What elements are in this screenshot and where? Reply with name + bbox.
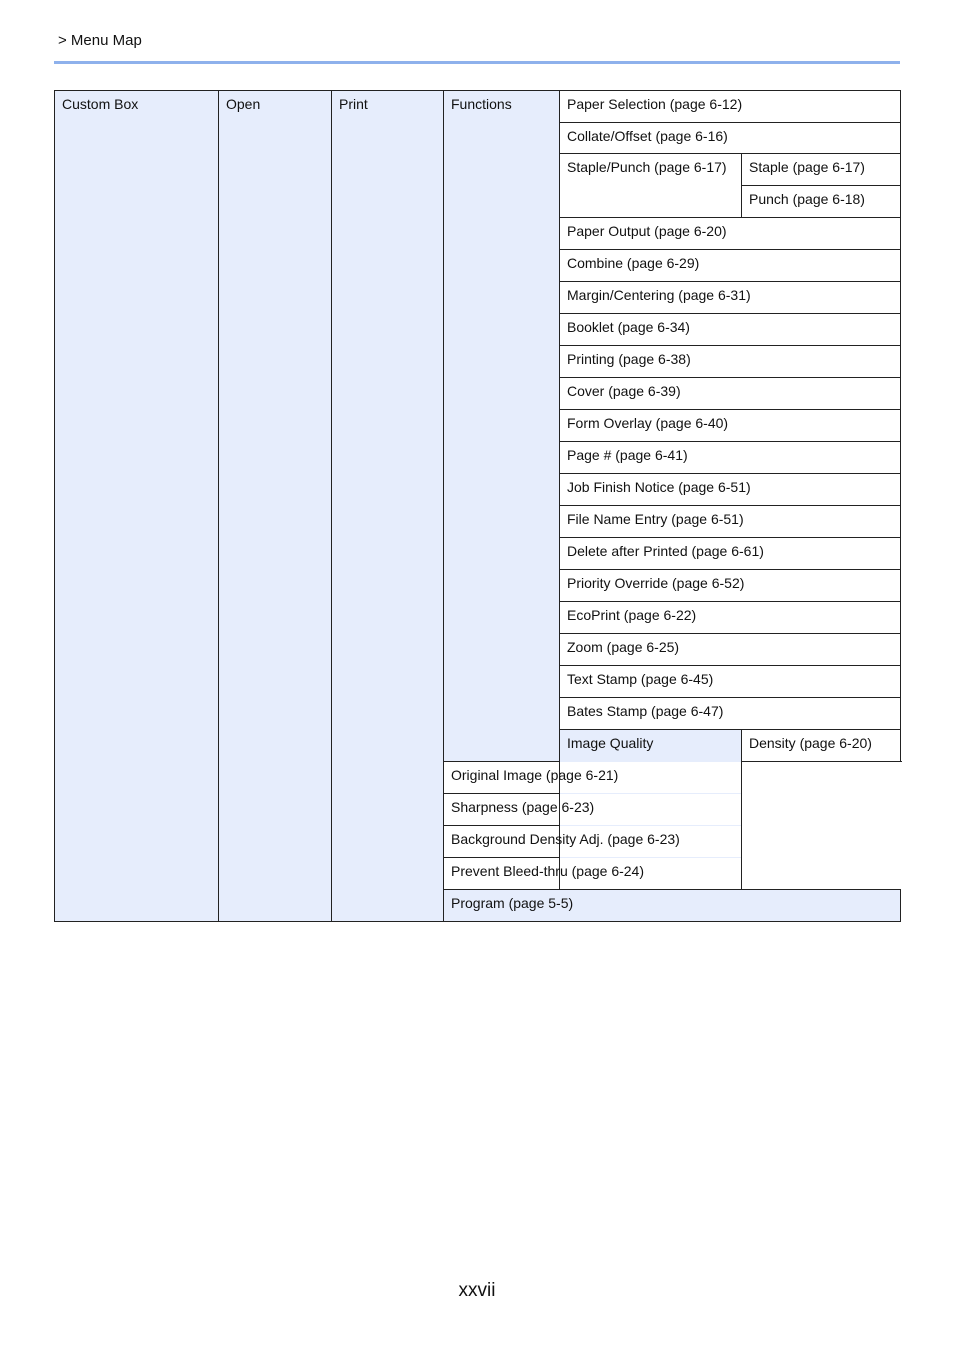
menu-item: Margin/Centering (page 6-31) — [560, 282, 901, 314]
menu-image-quality: Image Quality — [560, 730, 742, 890]
menu-item: Priority Override (page 6-52) — [560, 570, 901, 602]
menu-item: Bates Stamp (page 6-47) — [560, 698, 901, 730]
menu-item: Printing (page 6-38) — [560, 346, 901, 378]
menu-item-staple-punch: Staple/Punch (page 6-17) — [560, 154, 742, 218]
menu-item: Sharpness (page 6-23) — [444, 794, 742, 826]
menu-item: Collate/Offset (page 6-16) — [560, 123, 901, 154]
menu-item-punch: Punch (page 6-18) — [742, 186, 901, 218]
menu-item: Zoom (page 6-25) — [560, 634, 901, 666]
menu-program: Program (page 5-5) — [444, 890, 901, 922]
menu-item: Cover (page 6-39) — [560, 378, 901, 410]
menu-map-table — [54, 90, 901, 922]
menu-open: Open — [219, 91, 332, 922]
menu-item: Combine (page 6-29) — [560, 250, 901, 282]
menu-item: Paper Selection (page 6-12) — [560, 91, 901, 123]
menu-item: Text Stamp (page 6-45) — [560, 666, 901, 698]
menu-custom-box: Custom Box — [55, 91, 219, 922]
menu-item: Page # (page 6-41) — [560, 442, 901, 474]
menu-item: Delete after Printed (page 6-61) — [560, 538, 901, 570]
menu-item: Booklet (page 6-34) — [560, 314, 901, 346]
page-number: xxvii — [458, 1280, 496, 1301]
menu-item: Form Overlay (page 6-40) — [560, 410, 901, 442]
menu-item-staple: Staple (page 6-17) — [742, 154, 901, 186]
menu-item: Job Finish Notice (page 6-51) — [560, 474, 901, 506]
menu-item: Prevent Bleed-thru (page 6-24) — [444, 858, 742, 890]
breadcrumb: > Menu Map — [58, 32, 142, 49]
menu-functions: Functions — [444, 91, 560, 762]
menu-item: Original Image (page 6-21) — [444, 762, 742, 794]
header-divider — [54, 61, 900, 64]
menu-item: EcoPrint (page 6-22) — [560, 602, 901, 634]
menu-item: File Name Entry (page 6-51) — [560, 506, 901, 538]
menu-item: Density (page 6-20) — [742, 730, 901, 762]
menu-item: Paper Output (page 6-20) — [560, 218, 901, 250]
menu-print: Print — [332, 91, 444, 922]
menu-item: Background Density Adj. (page 6-23) — [444, 826, 742, 858]
